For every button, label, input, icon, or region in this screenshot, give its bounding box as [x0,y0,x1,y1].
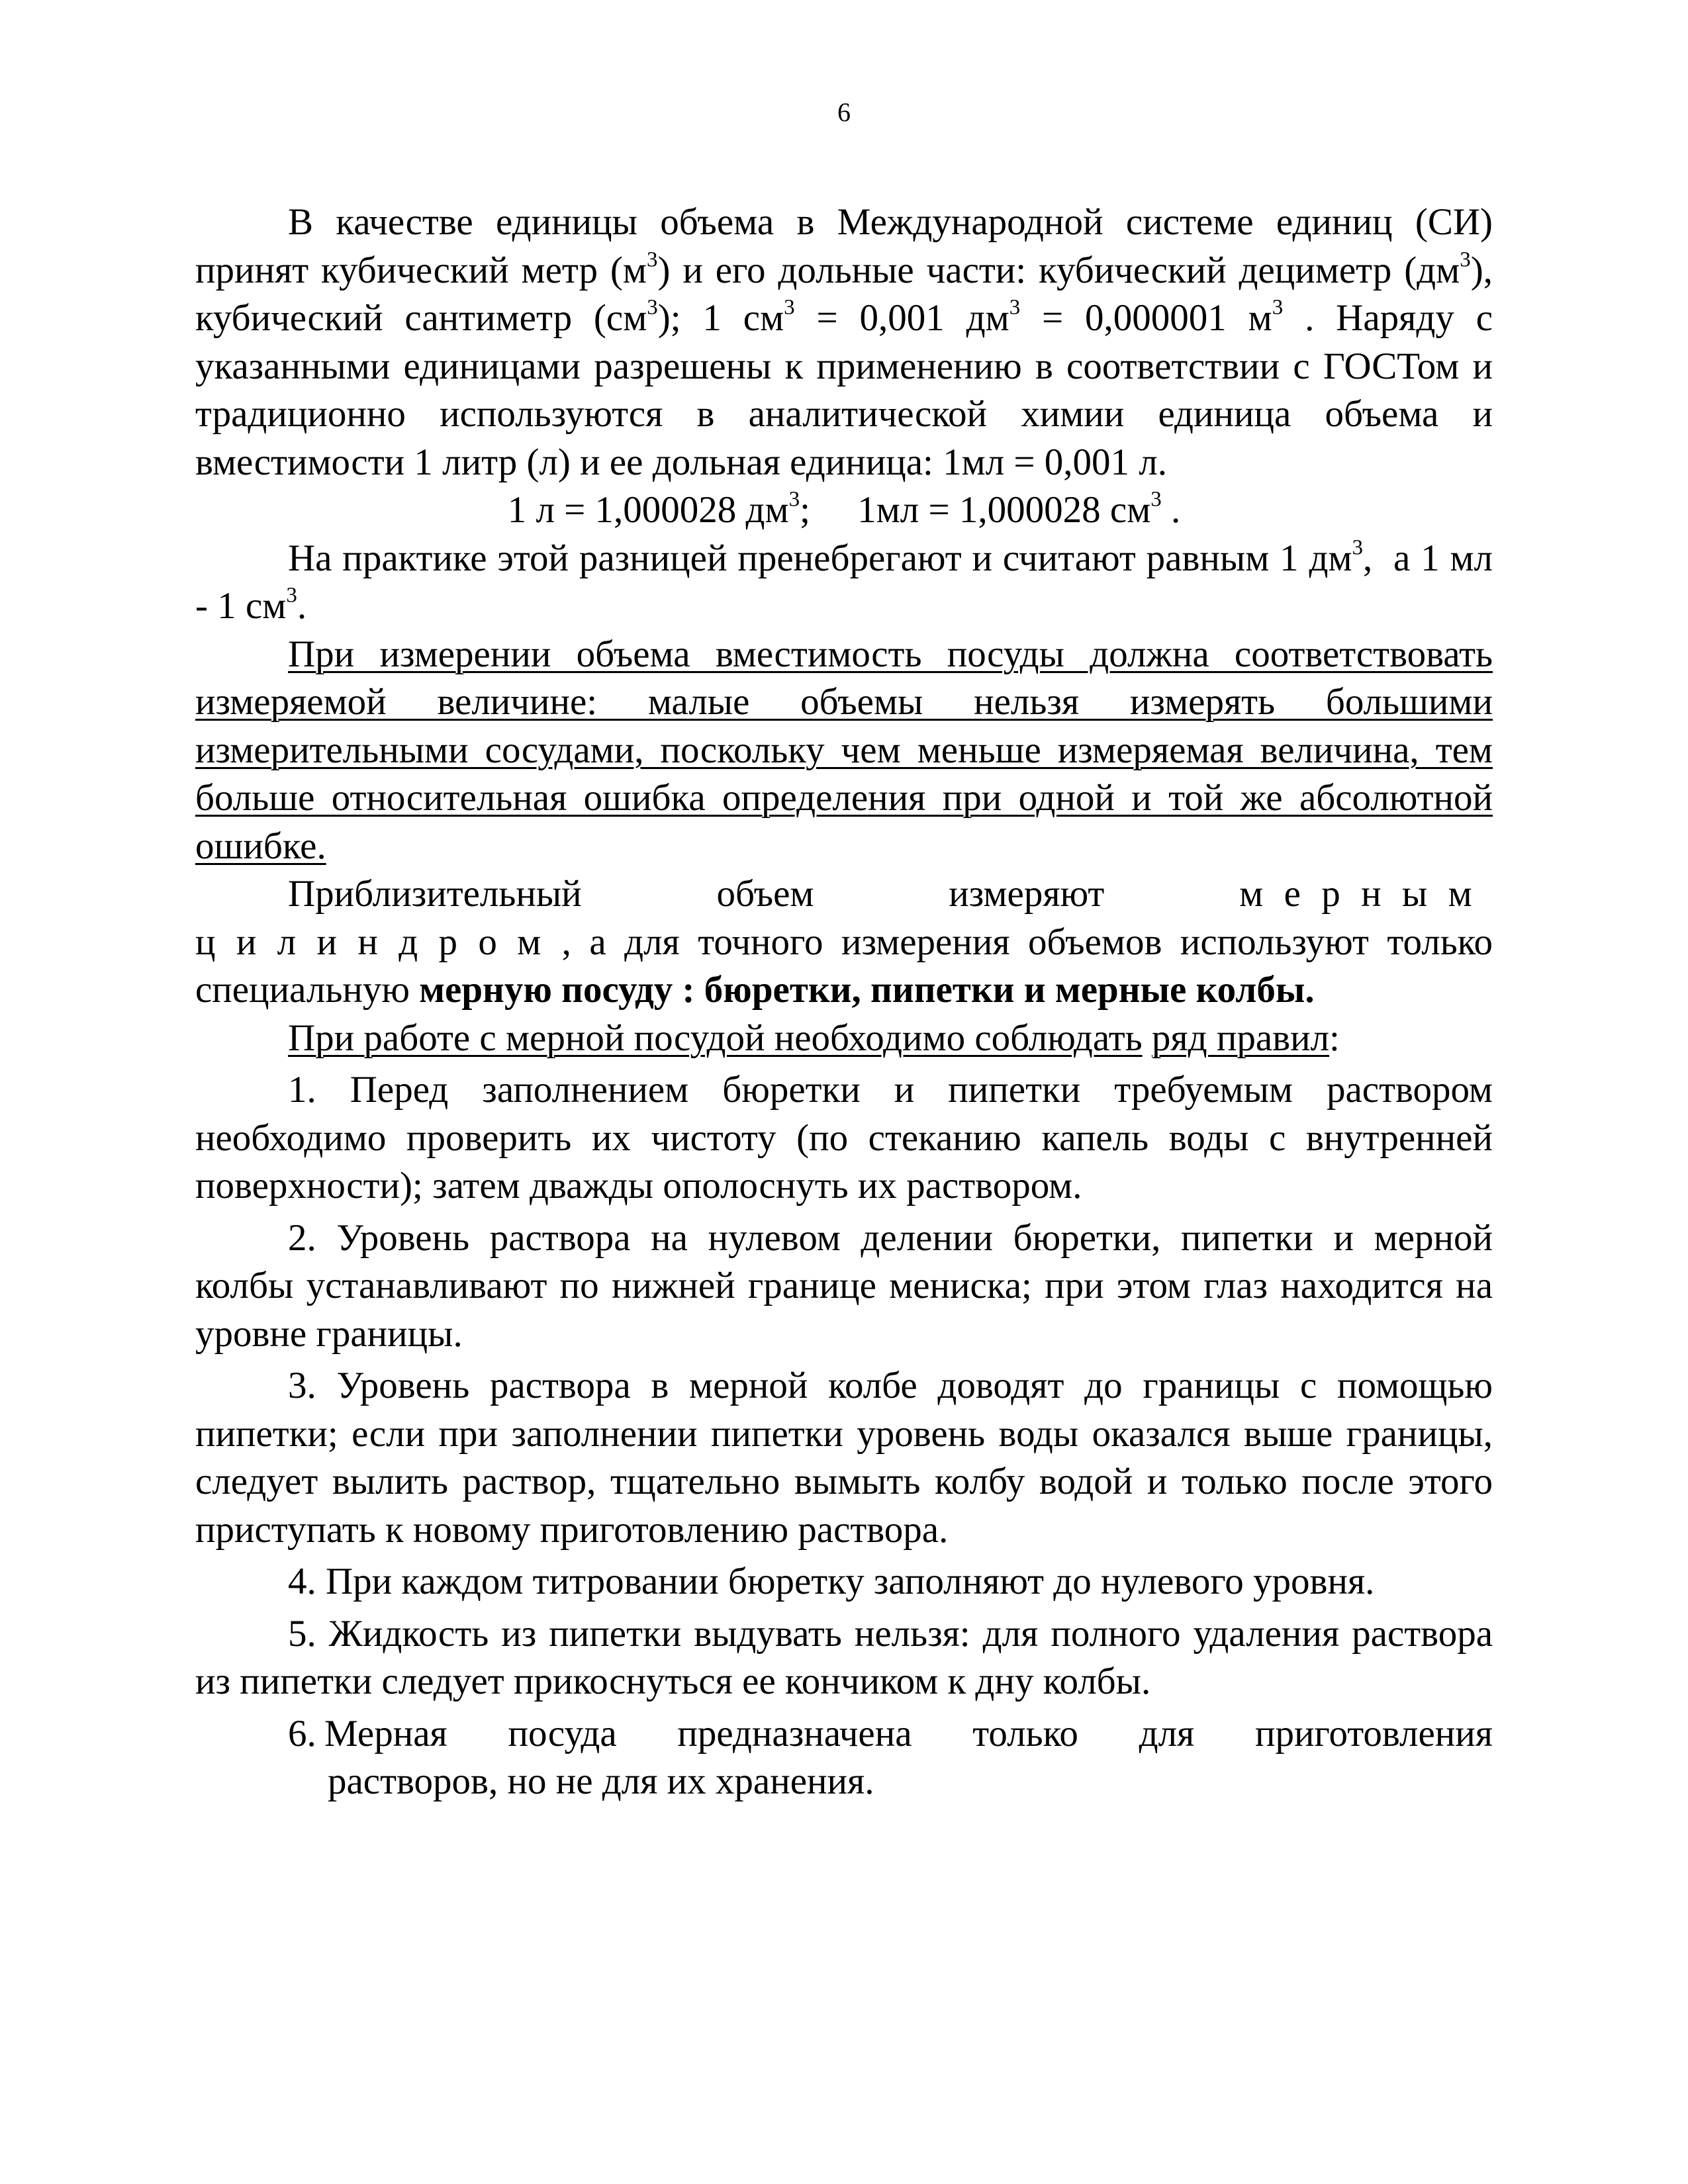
page-number: 6 [837,97,851,127]
rule-item: 4. При каждом титровании бюретку заполняют до нулевого уровня. [288,1561,1375,1602]
rule-item: 5. Жидкость из пипетки выдувать нельзя: для полного удаления раствора из пипетки следует прикоснуться ее кончиком к дну колбы. [195,1612,1493,1702]
rule-item-6: 6. Мерная посуда предназначена только для приготовления растворов, но не для их хранения. [288,1712,1493,1802]
rule-item: 2. Уровень раствора на нулевом делении бюретки, пипетки и мерной колбы устанавливают по нижней границе мениска; при этом глаз находится на уровне границы. [195,1216,1493,1355]
bold-glassware-list: мерную посуду : бюретки, пипетки и мерные колбы. [419,969,1315,1011]
document-body [195,199,1512,1806]
paragraph-glassware: Приблизительный объем измеряют мерным цилиндром, а для точного измерения объемов используют только специальную мерную посуду : бюретки, пипетки и мерные колбы. [195,873,1493,1011]
paragraph-measurement-rule [195,631,1493,871]
equation-liter: 1 л = 1,000028 $дм^3$; 1мл = 1,000028 $см^3$ . [507,487,1181,531]
rule-item: 1. Перед заполнением бюретки и пипетки требуемым раствором необходимо проверить их чистоту (по стеканию капель воды с внутренней поверхности); затем дважды ополоснуть их раствором. [195,1069,1493,1206]
spaced-term: мерным цилиндром [195,873,1493,963]
paragraph-rules-intro: При работе с мерной посудой необходимо соблюдать ряд правил: [288,1017,1340,1059]
paragraph-units: В качестве единицы объема в Международной системе единиц (СИ) принят кубический метр $(м^3)$ и его дольные части: кубический дециметр $(дм^3)$, кубический сантиметр $(см^3)$; 1 $см^3 = 0,001$ $дм^3 = 0,000001$ $м^3$ . Наряду с указанными единицами разрешены к применению в соответствии с ГОСТом и традиционно используются в аналитической химии единица объема и вместимости 1 литр (л) и ее дольная единица: 1мл = 0,001 л. [195,201,1493,483]
rule-item: 3. Уровень раствора в мерной колбе доводят до границы с помощью пипетки; если при заполнении пипетки уровень воды оказался выше границы, следует вылить раствор, тщательно вымыть колбу водой и только после этого приступать к новому приготовлению раствора. [195,1365,1493,1551]
underlined-rule-text: При измерении объема вместимость посуды должна соответствовать измеряемой величине: малые объемы нельзя измерять большими измерительными сосудами, поскольку чем меньше измеряемая величина, тем больше относительная ошибка определения при одной и той же абсолютной ошибке. [195,633,1493,867]
paragraph-practice: На практике этой разницей пренебрегают и считают равным 1 $дм^3$, а 1 мл - 1 $см^3$. [195,535,1512,627]
